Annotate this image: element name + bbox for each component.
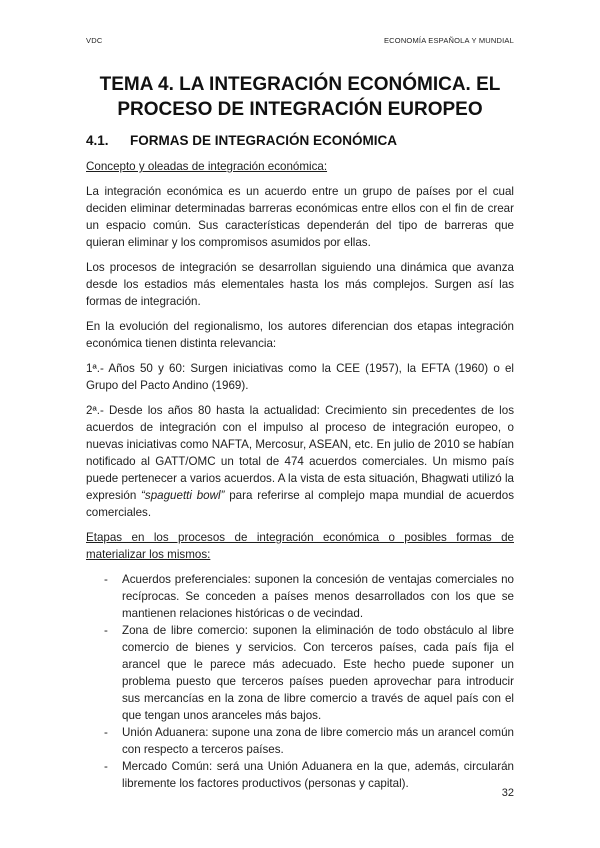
- list-item-text: Zona de libre comercio: suponen la eliminación de todo obstáculo al libre comercio de bienes y servicios. Con terceros países, cada país fija el arancel que le parece más adecuado. Este hecho puede suponer un problema puesto que terceros países pueden aprovechar para introducir sus mercancías en la zona de libre comercio a través de aquel país con el que tengan unos aranceles más bajos.: [122, 624, 514, 722]
- subtitle-concept: Concepto y oleadas de integración económica:: [86, 160, 328, 173]
- paragraph-second-wave: [86, 402, 514, 521]
- title-line-2: PROCESO DE INTEGRACIÓN EUROPEO: [117, 99, 483, 120]
- section-title: FORMAS DE INTEGRACIÓN ECONÓMICA: [130, 133, 398, 148]
- paragraph-regionalism: En la evolución del regionalismo, los autores diferencian dos etapas integración económica tienen distinta relevancia:: [86, 320, 514, 350]
- integration-forms-list: [86, 571, 514, 792]
- list-item: [86, 724, 514, 758]
- section-number: 4.1.: [86, 133, 109, 148]
- header-author: VDC: [86, 36, 103, 45]
- list-item: [86, 571, 514, 622]
- title-line-1: TEMA 4. LA INTEGRACIÓN ECONÓMICA. EL: [99, 74, 501, 95]
- list-dash: -: [104, 760, 108, 773]
- list-item-text: Acuerdos preferenciales: suponen la concesión de ventajas comerciales no recíprocas. Se conceden a países menos desarrollados con los que se mantienen relaciones históricas o de vecindad.: [122, 573, 514, 620]
- paragraph-definition: La integración económica es un acuerdo entre un grupo de países por el cual deciden eliminar determinadas barreras económicas entre ellos con el fin de crear un espacio común. Sus características dependerán del tipo de barreras que quieran eliminar y los compromisos asumidos por ellas.: [86, 185, 514, 249]
- list-dash: -: [104, 573, 108, 586]
- page-title: [86, 72, 514, 122]
- section-heading: [86, 133, 397, 148]
- body-content: [86, 158, 514, 792]
- list-dash: -: [104, 726, 108, 739]
- list-item: [86, 758, 514, 792]
- second-wave-text: 2ª.- Desde los años 80 hasta la actualidad: Crecimiento sin precedentes de los acuerdos de integración con el impulso al proceso de integración europeo, o nuevas iniciativas como NAFTA, Mercosur, ASEAN, etc. En julio de 2010 se habían notificado al GATT/OMC un total de 474 acuerdos comerciales. Un mismo país puede pertenecer a varios acuerdos. A la vista de esta situación, Bhagwati utilizó la expresión: [86, 404, 514, 502]
- list-item-text: Unión Aduanera: supone una zona de libre comercio más un arancel común con respecto a terceros países.: [122, 726, 514, 756]
- page-number: 32: [501, 787, 514, 799]
- spaguetti-bowl-term: “spaguetti bowl”: [141, 489, 225, 502]
- header-course: ECONOMÍA ESPAÑOLA Y MUNDIAL: [383, 36, 514, 45]
- second-wave-text-end: para referirse al complejo mapa mundial de acuerdos comerciales.: [86, 489, 514, 519]
- subtitle-stages: Etapas en los procesos de integración económica o posibles formas de materializar los mismos:: [86, 531, 514, 561]
- paragraph-processes: Los procesos de integración se desarrollan siguiendo una dinámica que avanza desde los estadios más elementales hasta los más complejos. Surgen así las formas de integración.: [86, 261, 514, 308]
- list-item: [86, 622, 514, 724]
- list-item-text: Mercado Común: será una Unión Aduanera en la que, además, circularán libremente los factores productivos (personas y capital).: [122, 760, 514, 790]
- list-dash: -: [104, 624, 108, 637]
- paragraph-first-wave: 1ª.- Años 50 y 60: Surgen iniciativas como la CEE (1957), la EFTA (1960) o el Grupo del Pacto Andino (1969).: [86, 362, 514, 392]
